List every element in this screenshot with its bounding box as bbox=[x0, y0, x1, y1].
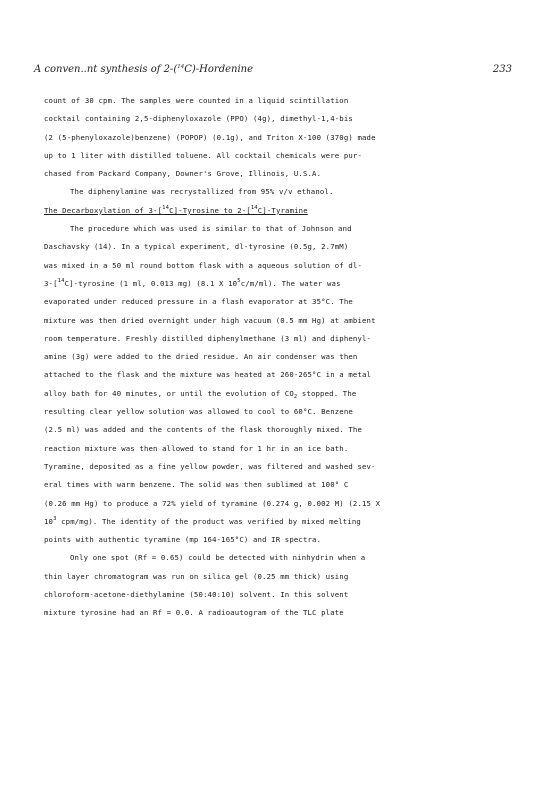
paragraph-procedure bbox=[44, 220, 514, 549]
text-line: alloy bath for 40 minutes, or until the evolution of $CO_2$ stopped. The bbox=[44, 388, 357, 400]
text-line: points with authentic tyramine (mp 164-165°C) and IR spectra. bbox=[44, 535, 322, 545]
text-line: The procedure which was used is similar to that of Johnson and bbox=[70, 224, 352, 234]
text-line: Tyramine, deposited as a fine yellow powder, was filtered and washed sev- bbox=[44, 461, 376, 471]
text-line: reaction mixture was then allowed to stand for 1 hr in an ice bath. bbox=[44, 443, 349, 453]
text-line: chloroform-acetone-diethylamine (50:40:10) solvent. In this solvent bbox=[44, 590, 349, 600]
text-line: amine (3g) were added to the dried residue. An air condenser was then bbox=[44, 352, 358, 362]
text-line: eral times with warm benzene. The solid was then sublimed at 100° C bbox=[44, 480, 349, 490]
text-line: chased from Packard Company, Downer's Grove, Illinois, U.S.A. bbox=[44, 169, 322, 179]
running-header bbox=[34, 64, 512, 80]
paragraph-tlc bbox=[44, 549, 514, 622]
body-text bbox=[44, 92, 514, 623]
section-heading: The Decarboxylation of 3-[$^{14}$C]-Tyrosine to 2-[$^{14}$C]-Tyramine bbox=[44, 204, 308, 215]
text-line: $10^3$ cpm/mg). The identity of the product was verified by mixed melting bbox=[44, 515, 361, 526]
text-line: resulting clear yellow solution was allowed to cool to 60°C. Benzene bbox=[44, 407, 353, 417]
running-title: A conven..nt synthesis of 2-($^{14}$C)-Hordenine bbox=[34, 64, 254, 75]
text-line: Daschavsky (14). In a typical experiment, dl-tyrosine (0.5g, 2.7mM) bbox=[44, 242, 349, 252]
text-line: mixture tyrosine had an Rf = 0.0. A radioautogram of the TLC plate bbox=[44, 608, 344, 618]
text-line: (0.26 mm Hg) to produce a 72% yield of tyramine (0.274 g, 0.002 M) (2.15 X bbox=[44, 498, 381, 508]
text-line: cocktail containing 2,5-diphenyloxazole (PPO) (4g), dimethyl-1,4-bis bbox=[44, 114, 353, 124]
text-line: evaporated under reduced pressure in a flash evaporator at 35°C. The bbox=[44, 297, 353, 307]
text-line: (2.5 ml) was added and the contents of the flask thoroughly mixed. The bbox=[44, 425, 363, 435]
text-line: 3-[$^{14}$C]-tyrosine (1 ml, 0.013 mg) (8.1 X $10^5c/m/ml$). The water was bbox=[44, 277, 341, 288]
text-line: thin layer chromatogram was run on silica gel (0.25 mm thick) using bbox=[44, 571, 349, 581]
text-line: room temperature. Freshly distilled diphenylmethane (3 ml) and diphenyl- bbox=[44, 333, 372, 343]
paragraph-diphenylamine: The diphenylamine was recrystallized from 95% v/v ethanol. bbox=[70, 187, 334, 197]
text-line: up to 1 liter with distilled toluene. All cocktail chemicals were pur- bbox=[44, 150, 363, 160]
text-line: Only one spot (Rf = 0.65) could be detected with ninhydrin when a bbox=[70, 553, 366, 563]
paragraph-scintillation bbox=[44, 92, 514, 183]
text-line: attached to the flask and the mixture was heated at 260-265°C in a metal bbox=[44, 370, 372, 380]
page-number: 233 bbox=[492, 64, 512, 75]
text-line: count of 30 cpm. The samples were counted in a liquid scintillation bbox=[44, 96, 349, 105]
text-line: mixture was then dried overnight under high vacuum (0.5 mm Hg) at ambient bbox=[44, 315, 376, 325]
text-line: (2 (5-phenyloxazole)benzene) (POPOP) (0.1g), and Triton X-100 (370g) made bbox=[44, 132, 376, 142]
text-line: was mixed in a 50 ml round bottom flask with a aqueous solution of dl- bbox=[44, 260, 363, 270]
